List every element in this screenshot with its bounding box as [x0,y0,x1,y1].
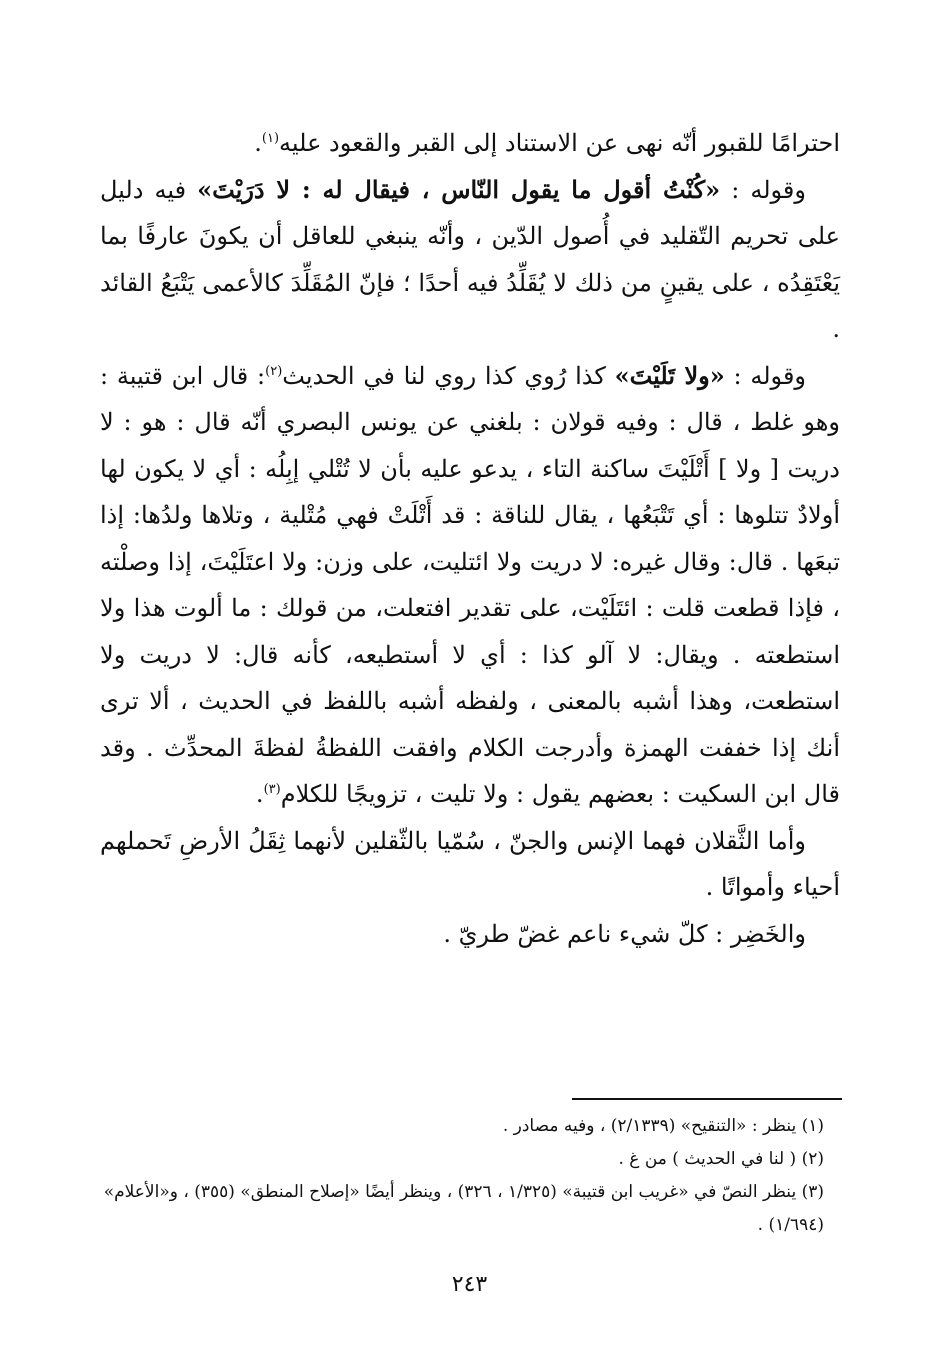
page-number: ٢٤٣ [451,1272,488,1297]
main-text [100,120,840,957]
footnote-2: (٢) ( لنا في الحديث ) من غ . [618,1149,824,1169]
footnote-ref-3: (٣) [263,782,281,797]
footnotes [84,1110,824,1242]
footnote-3: (٣) ينظر النصّ في «غريب ابن قتيبة» (١/٣٢٥ ، ٣٢٦) ، وينظر أيضًا «إصلاح المنطق» (٣٥٥) ، و«الأعلام» (١/٦٩٤) . [103,1182,824,1235]
paragraph-3-mid: كذا رُوي كذا روي لنا في الحديث [282,361,615,390]
footnote-ref-2: (٢) [265,363,283,379]
paragraph-3-end: . [255,780,264,808]
paragraph-3 [100,353,840,818]
footnote-divider [572,1098,842,1100]
footnote-ref-1: (١) [261,131,280,146]
paragraph-4: وأما الثَّقلان فهما الإنس والجنّ ، سُمّيا بالثّقلين لأنهما ثِقَلُ الأرضِ تَحملهم أحياء وأمواتًا . [100,826,840,901]
paragraph-3-rest: : قال ابن قتيبة : وهو غلط ، قال : وفيه قولان : بلغني عن يونس البصري أنّه قال : هو : لا دريت [ ولا ] أَتْلَيْتَ ساكنة التاء ، يدعو عليه بأن لا تُتْلي إبِلُه : أي لا يكون لها أولادٌ تتلوها : أي تَتْبَعُها ، يقال للناقة : قد أَتْلَتْ فهي مُتْلية ، وتلاها ولدُها: إذا تبعَها . قال: وقال غيره: لا دريت ولا ائتليت، على وزن: ولا اعتَلَيْتَ، إذا وصلْته ، فإذا قطعت قلت : ائتَلَيْت، على تقدير افتعلت، من قولك : ما ألوت هذا ولا استطعته . ويقال: لا آلو كذا : أي لا أستطيعه، كأنه قال: لا دريت ولا استطعت، وهذا أشبه بالمعنى ، ولفظه أشبه باللفظ في الحديث ، ألا ترى أنك إذا خففت الهمزة وأدرجت الكلام وافقت اللفظةُ لفظةَ المحدِّث . وقد قال ابن السكيت : بعضهم يقول : ولا تليت ، تزويجًا للكلام [100,361,840,808]
paragraph-3-lead: وقوله : [724,361,807,390]
hadith-quote-1: «كُنْتُ أقول ما يقول النّاس ، فيقال له : لا دَرَيْتَ» [197,174,721,204]
paragraph-1-end: . [254,129,262,157]
footnote-1: (١) ينظر : «التنقيح» (٢/١٣٣٩) ، وفيه مصادر . [502,1116,824,1136]
paragraph-2 [100,167,840,353]
paragraph-1-text: احترامًا للقبور أنّه نهى عن الاستناد إلى القبر والقعود عليه [279,129,840,157]
paragraph-5: والخَضِر : كلّ شيء ناعم غضّ طريّ . [443,919,806,948]
paragraph-2-lead: وقوله : [720,175,806,204]
paragraph-2-rest: فيه دليل على تحريم التّقليد في أُصول الدّين ، وأنّه ينبغي للعاقل أن يكونَ عارفًا بما يَعْتَقِدُه ، على يقينٍ من ذلك لا يُقَلِّدُ فيه أحدًا ؛ فإنّ المُقَلِّدَ كالأعمى يَتْبَعُ القائد . [100,175,840,343]
hadith-quote-2: «ولا تَلَيْتَ» [614,360,725,390]
paragraph-1 [100,120,840,167]
